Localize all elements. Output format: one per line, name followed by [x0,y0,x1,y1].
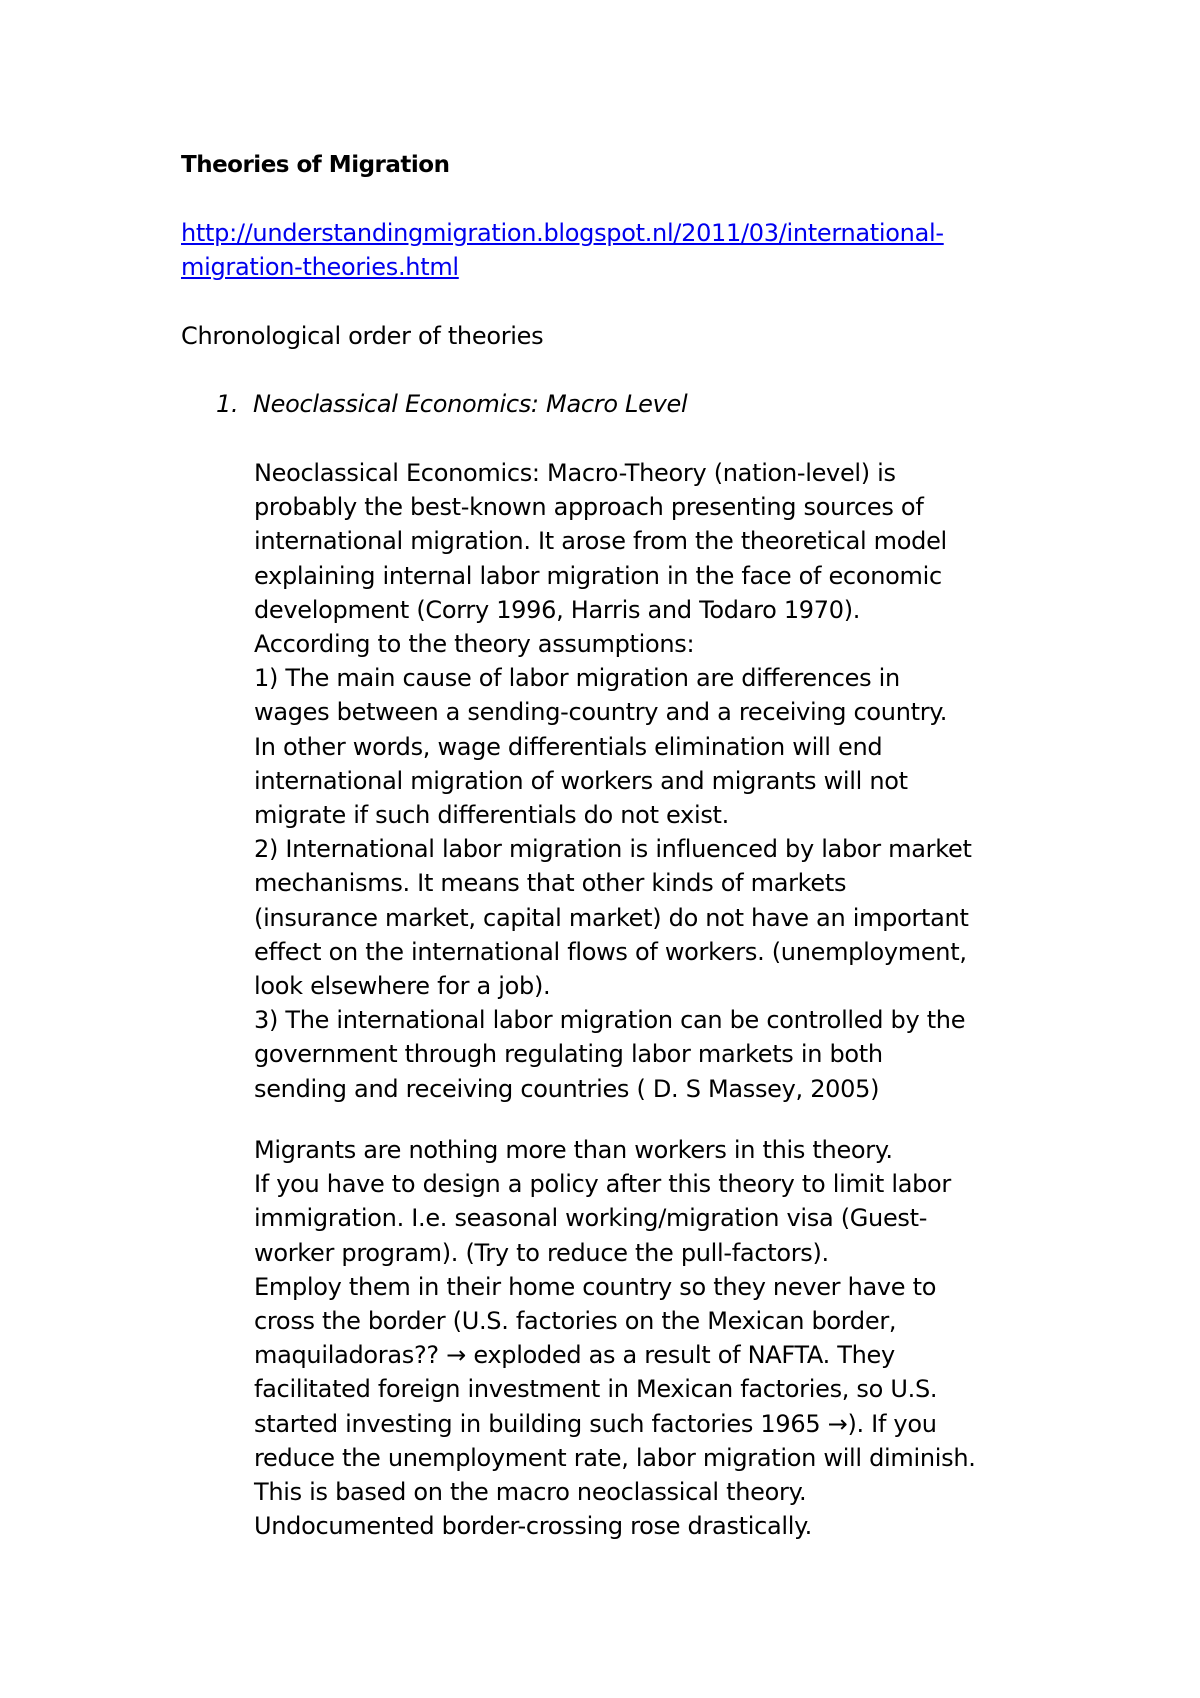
paragraph-line: This is based on the macro neoclassical theory. [254,1478,807,1507]
paragraph-line: development (Corry 1996, Harris and Todaro 1970). [254,595,861,624]
paragraph-policy-notes [254,1133,1134,1543]
paragraph-line: (insurance market, capital market) do not have an important [254,903,969,932]
paragraph-theory-description [254,456,1134,1106]
paragraph-line: In other words, wage differentials elimination will end [254,732,883,761]
paragraph-line: started investing in building such factories 1965 →). If you [254,1409,937,1438]
paragraph-line: government through regulating labor markets in both [254,1040,883,1069]
paragraph-line: cross the border (U.S. factories on the Mexican border, [254,1307,897,1336]
paragraph-line: 2) International labor migration is influenced by labor market [254,835,972,864]
paragraph-line: effect on the international flows of workers. (unemployment, [254,937,967,966]
paragraph-line: migrate if such differentials do not exist. [254,801,729,830]
source-link[interactable] [181,216,1041,284]
paragraph-line: 3) The international labor migration can be controlled by the [254,1006,966,1035]
paragraph-line: reduce the unemployment rate, labor migration will diminish. [254,1443,976,1472]
paragraph-line: worker program). (Try to reduce the pull-factors). [254,1238,829,1267]
paragraph-line: sending and receiving countries ( D. S Massey, 2005) [254,1074,880,1103]
paragraph-line: international migration. It arose from the theoretical model [254,527,947,556]
paragraph-line: Undocumented border-crossing rose drastically. [254,1512,812,1541]
paragraph-line: immigration. I.e. seasonal working/migration visa (Guest- [254,1204,928,1233]
paragraph-line: 1) The main cause of labor migration are differences in [254,664,900,693]
paragraph-line: Employ them in their home country so they never have to [254,1272,937,1301]
source-link-line: migration-theories.html [181,253,459,281]
paragraph-line: mechanisms. It means that other kinds of markets [254,869,847,898]
intro-text: Chronological order of theories [181,322,544,350]
paragraph-line: maquiladoras?? → exploded as a result of NAFTA. They [254,1341,895,1370]
paragraph-line: probably the best-known approach presenting sources of [254,493,924,522]
source-link-line: http://understandingmigration.blogspot.nl/2011/03/international- [181,219,944,247]
paragraph-line: Migrants are nothing more than workers in this theory. [254,1136,893,1164]
list-item-heading: Neoclassical Economics: Macro Level [253,390,688,418]
paragraph-line: Neoclassical Economics: Macro-Theory (nation-level) is [254,459,896,487]
paragraph-line: explaining internal labor migration in the face of economic [254,561,942,590]
theory-list-item [216,387,687,421]
list-number: 1. [216,390,239,418]
paragraph-line: According to the theory assumptions: [254,630,695,659]
paragraph-line: facilitated foreign investment in Mexican factories, so U.S. [254,1375,938,1404]
document-title: Theories of Migration [181,152,450,178]
paragraph-line: wages between a sending-country and a receiving country. [254,698,948,727]
paragraph-line: international migration of workers and migrants will not [254,766,908,795]
paragraph-line: look elsewhere for a job). [254,972,551,1001]
paragraph-line: If you have to design a policy after this theory to limit labor [254,1170,951,1199]
